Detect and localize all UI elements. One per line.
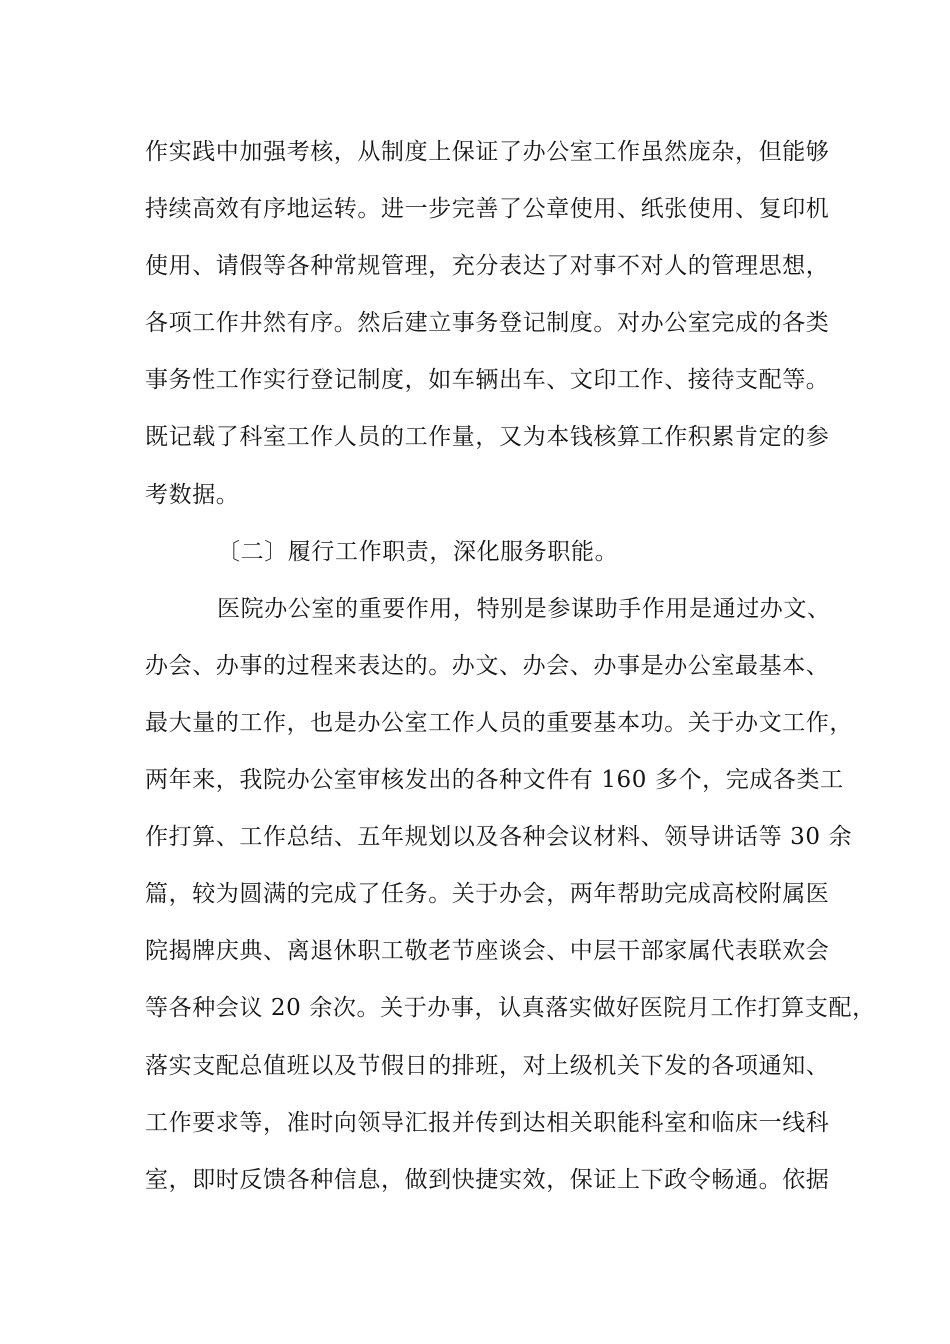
text-line: 落实支配总值班以及节假日的排班，对上级机关下发的各项通知、 <box>145 1052 830 1079</box>
document-body <box>145 132 876 1217</box>
text-line: 持续高效有序地运转。进一步完善了公章使用、纸张使用、复印机 <box>145 196 830 223</box>
section-heading: 〔二〕履行工作职责，深化服务职能。 <box>217 538 619 565</box>
text-line: 各项工作井然有序。然后建立事务登记制度。对办公室完成的各类 <box>145 310 830 337</box>
text-line: 工作要求等，准时向领导汇报并传到达相关职能科室和临床一线科 <box>145 1109 830 1136</box>
text-line: 院揭牌庆典、离退休职工敬老节座谈会、中层干部家属代表联欢会 <box>145 938 830 965</box>
text-line: 办会、办事的过程来表达的。办文、办会、办事是办公室最基本、 <box>145 652 830 679</box>
text-line: 事务性工作实行登记制度，如车辆出车、文印工作、接待支配等。 <box>145 367 830 394</box>
text-line: 等各种会议 20 余次。关于办事，认真落实做好医院月工作打算支配， <box>145 995 876 1022</box>
text-line: 既记载了科室工作人员的工作量，又为本钱核算工作积累肯定的参 <box>145 424 830 451</box>
text-line: 使用、请假等各种常规管理，充分表达了对事不对人的管理思想， <box>145 253 830 280</box>
text-line: 医院办公室的重要作用，特别是参谋助手作用是通过办文、 <box>217 595 831 622</box>
text-line: 作实践中加强考核，从制度上保证了办公室工作虽然庞杂，但能够 <box>145 139 830 165</box>
text-line: 篇，较为圆满的完成了任务。关于办会，两年帮助完成高校附属医 <box>145 881 830 908</box>
text-line: 最大量的工作，也是办公室工作人员的重要基本功。关于办文工作， <box>145 709 853 736</box>
text-line: 作打算、工作总结、五年规划以及各种会议材料、领导讲话等 30 余 <box>145 824 853 851</box>
text-line: 考数据。 <box>145 481 240 508</box>
text-line: 两年来，我院办公室审核发出的各种文件有 160 多个，完成各类工 <box>145 767 844 794</box>
text-line: 室，即时反馈各种信息，做到快捷实效，保证上下政令畅通。依据 <box>145 1166 830 1193</box>
